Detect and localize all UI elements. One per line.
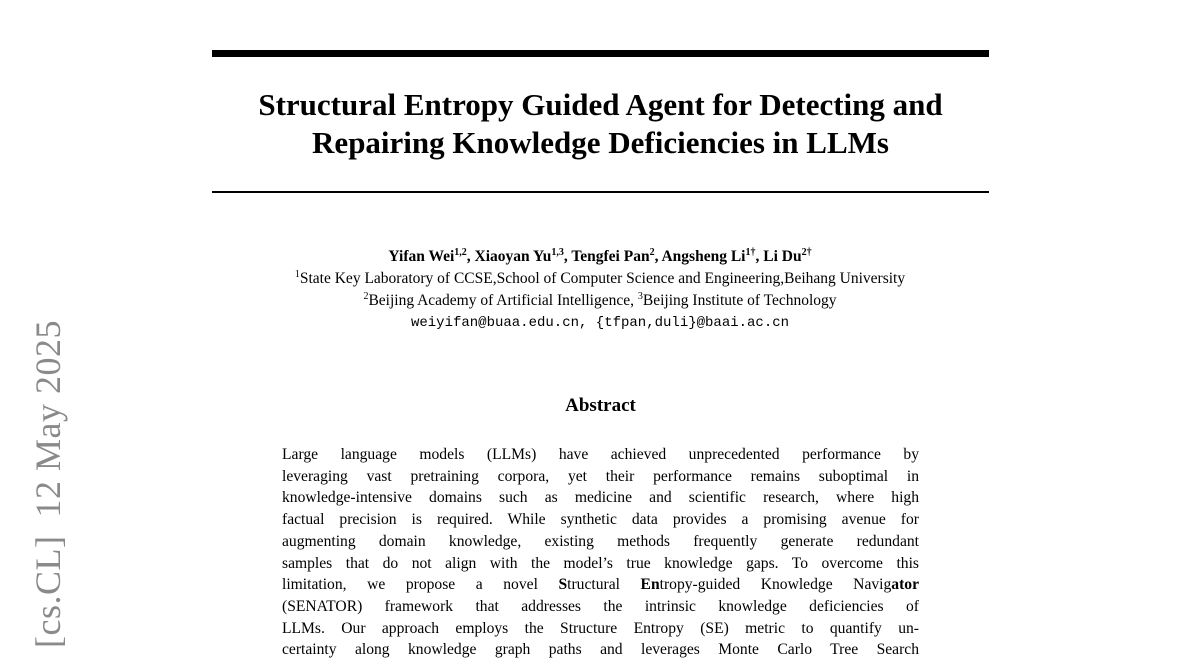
author-affil-mark: 2†	[801, 247, 812, 258]
author-name: Yifan Wei	[388, 248, 455, 265]
author-list: Yifan Wei$^{1,2}$, Xiaoyan Yu$^{1,3}$, Tengfei Pan$^2$, Angsheng $Li^{1\dagger}$, Li $Du^{2\dagger}$	[388, 247, 812, 265]
title-line-1: Structural Entropy Guided Agent for Detecting and	[258, 87, 943, 122]
author-name: Xiaoyan Yu	[474, 248, 552, 265]
abstract-text	[282, 444, 919, 661]
author-name: Li Du	[763, 248, 802, 265]
author-affil-mark: 1,2	[454, 247, 467, 258]
abstract-line-acronym: limitation, we propose a novel Structural Entropy-guided Knowledge Navigator	[282, 576, 920, 594]
abstract-line: samples that do not align with the model’s true knowledge gaps. To overcome this	[282, 554, 919, 572]
abstract-line: Large language models (LLMs) have achieved unprecedented performance by	[282, 446, 919, 463]
author-affil-mark: 2	[649, 247, 655, 258]
author-block	[100, 246, 1100, 334]
author-affil-mark: 1,3	[551, 247, 564, 258]
affiliation-line-2: $^2$Beijing Academy of Artificial Intelligence, $^3$Beijing Institute of Technology	[363, 291, 837, 309]
abstract-line: (SENATOR) framework that addresses the intrinsic knowledge deficiencies of	[282, 597, 919, 615]
abstract-line: augmenting domain knowledge, existing methods frequently generate redundant	[282, 532, 919, 550]
title-rule-top	[212, 50, 989, 57]
abstract-line: knowledge-intensive domains such as medicine and scientific research, where high	[282, 489, 919, 507]
author-name: Tengfei Pan	[571, 248, 650, 265]
arxiv-stamp	[26, 302, 70, 648]
abstract-line: certainty along knowledge graph paths and leverages Monte Carlo Tree Search	[282, 641, 919, 659]
abstract-line: LLMs. Our approach employs the Structure Entropy (SE) metric to quantify un-	[282, 619, 919, 637]
author-emails: weiyifan@buaa.edu.cn, {tfpan,duli}@baai.ac.cn	[410, 315, 790, 331]
author-affil-mark: 1†	[745, 247, 756, 258]
title-line-2: Repairing Knowledge Deficiencies in LLMs	[312, 125, 889, 160]
paper-title	[212, 86, 989, 162]
arxiv-date: 12 May 2025	[28, 320, 68, 518]
arxiv-category: [cs.CL]	[28, 535, 68, 648]
abstract-heading: Abstract	[565, 395, 636, 416]
abstract-line: factual precision is required. While synthetic data provides a promising avenue for	[282, 511, 919, 529]
author-name: Angsheng Li	[661, 248, 746, 265]
abstract-line: leveraging vast pretraining corpora, yet their performance remains suboptimal in	[282, 467, 919, 485]
title-rule-bottom	[212, 191, 989, 193]
affiliation-line-1: $^1$State Key Laboratory of CCSE,School of Computer Science and Engineering,Beihang University	[294, 269, 906, 287]
